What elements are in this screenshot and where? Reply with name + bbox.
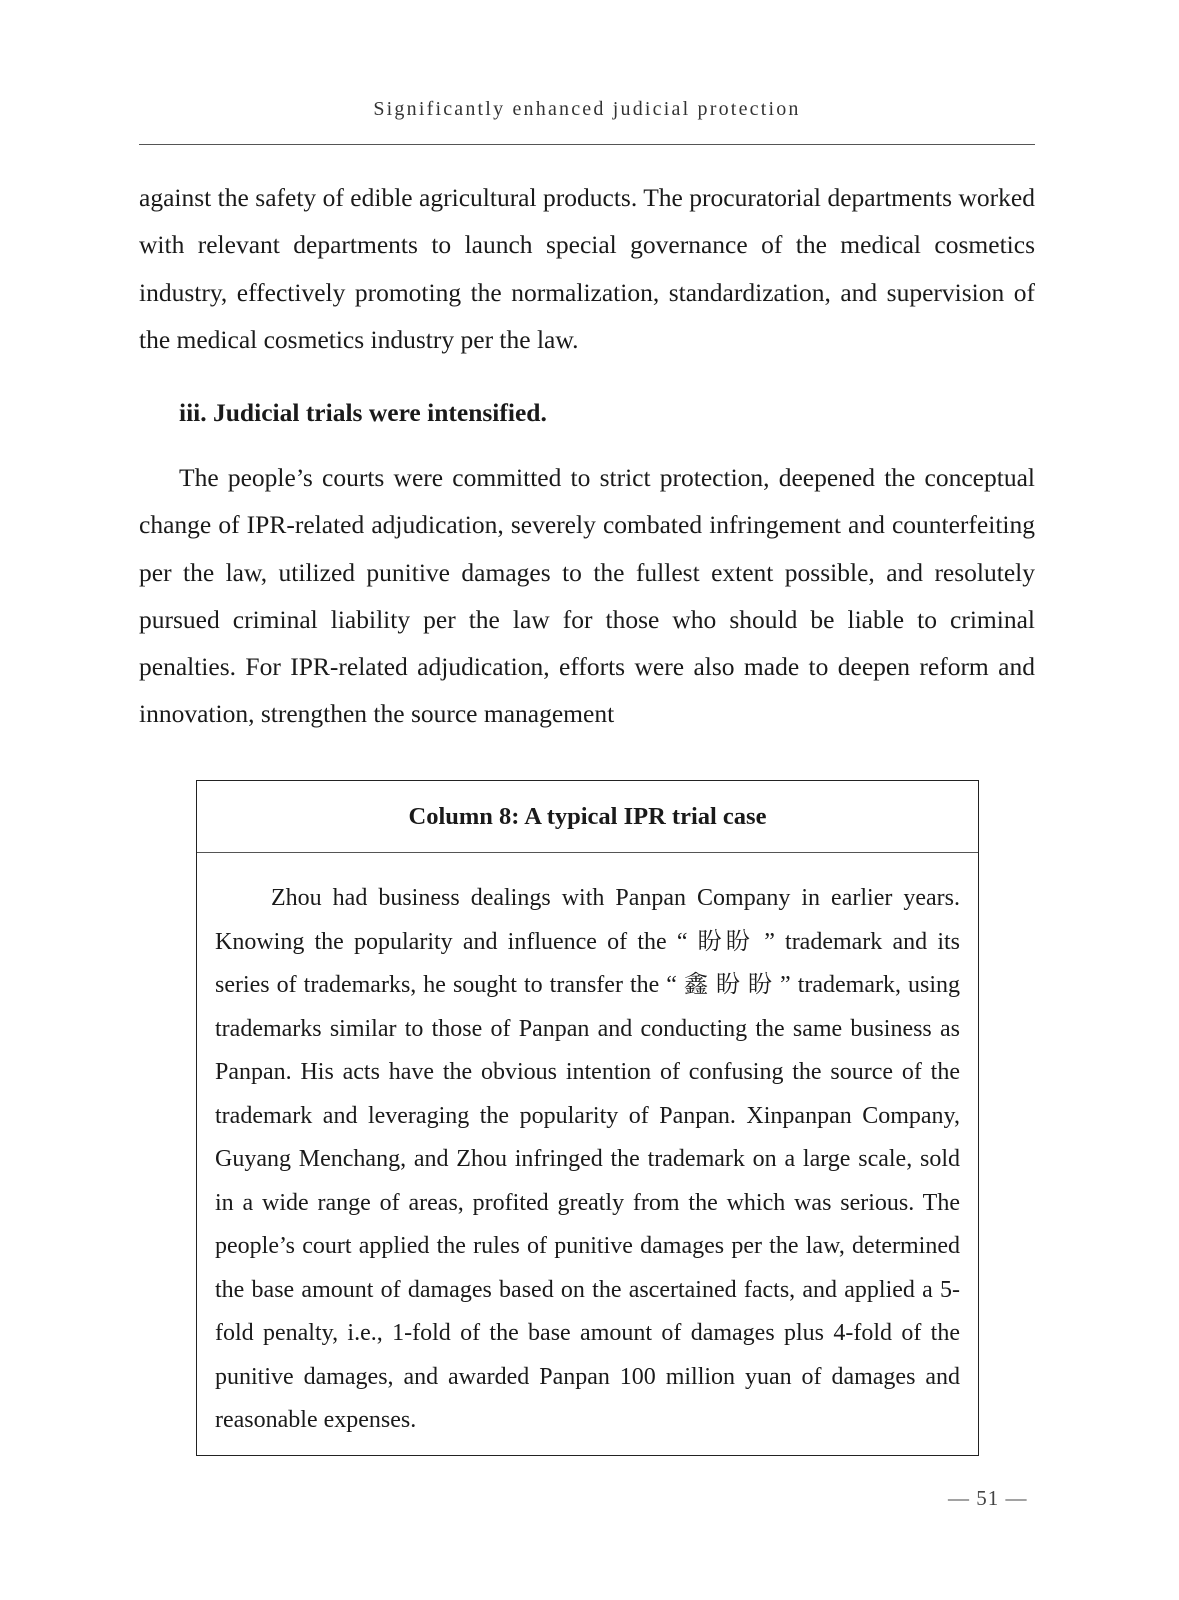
case-column-box	[196, 780, 979, 1456]
page-number: — 51 —	[948, 1486, 1028, 1510]
body-paragraph-2: The people’s courts were committed to strict protection, deepened the conceptual change of IPR-related adjudication, severely combated infringement and counterfeiting per the law, utilized punitive damages to the fullest extent possible, and resolutely pursued criminal liability per the law for those who should be liable to criminal penalties. For IPR-related adjudication, efforts were also made to deepen reform and innovation, strengthen the source management	[139, 463, 1035, 729]
header-divider	[139, 144, 1035, 145]
section-subheading: iii. Judicial trials were intensified.	[179, 398, 547, 427]
column-body-text: Zhou had business dealings with Panpan Company in earlier years. Knowing the popularity and influence of the “ 盼盼 ” trademark and its series of trademarks, he sought to transfer the “ 鑫 盼 盼 ” trademark, using trademarks similar to those of Panpan and conducting the same business as Panpan. His acts have the obvious intention of confusing the source of the trademark and leveraging the popularity of Panpan. Xinpanpan Company, Guyang Menchang, and Zhou infringed the trademark on a large scale, sold in a wide range of areas, profited greatly from the which was serious. The people’s court applied the rules of punitive damages per the law, determined the base amount of damages based on the ascertained facts, and applied a 5-fold penalty, i.e., 1-fold of the base amount of damages plus 4-fold of the punitive damages, and awarded Panpan 100 million yuan of damages and reasonable expenses.	[215, 885, 960, 1433]
body-paragraph-1: against the safety of edible agricultural products. The procuratorial departments worked with relevant departments to launch special governance of the medical cosmetics industry, effectively promoting the normalization, standardization, and supervision of the medical cosmetics industry per the law.	[139, 183, 1035, 354]
column-title: Column 8: A typical IPR trial case	[197, 781, 978, 853]
running-header: Significantly enhanced judicial protection	[373, 98, 801, 120]
